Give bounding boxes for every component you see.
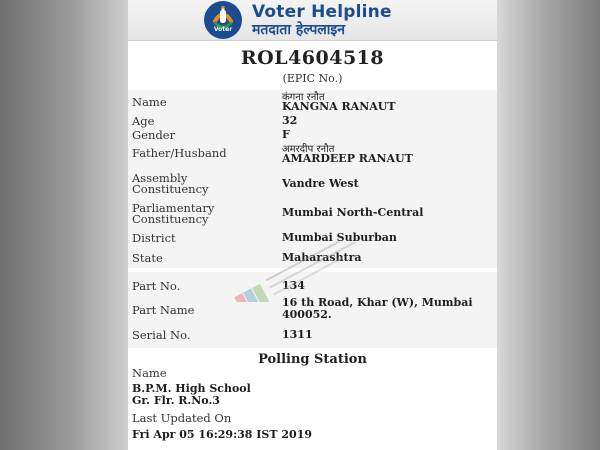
relation-label: Father/Husband bbox=[132, 146, 227, 160]
relation-value: AMARDEEP RANAUT bbox=[282, 152, 413, 165]
serial-label: Serial No. bbox=[132, 328, 191, 342]
name-hindi: कंगना रनौत bbox=[282, 92, 325, 103]
polling-name-line1: B.P.M. High School bbox=[132, 382, 251, 395]
ballot-finger-icon bbox=[204, 1, 242, 39]
relation-hindi: अमरदीप रनौत bbox=[282, 144, 335, 155]
age-label: Age bbox=[132, 114, 155, 128]
gender-label: Gender bbox=[132, 128, 176, 142]
logo-caption: Voter bbox=[213, 26, 233, 33]
district-label: District bbox=[132, 231, 176, 245]
epic-label: (EPIC No.) bbox=[282, 72, 343, 85]
background-left bbox=[0, 0, 128, 450]
part-name-label: Part Name bbox=[132, 303, 195, 317]
name-value: KANGNA RANAUT bbox=[282, 100, 396, 113]
parliamentary-label-line1: Parliamentary bbox=[132, 201, 215, 215]
assembly-label-line1: Assembly bbox=[132, 171, 188, 185]
state-value: Maharashtra bbox=[282, 251, 362, 264]
part-no-value: 134 bbox=[282, 279, 305, 292]
brand-title: Voter Helpline bbox=[252, 2, 392, 22]
last-updated-label: Last Updated On bbox=[132, 411, 232, 425]
name-label: Name bbox=[132, 95, 167, 109]
brand-title-hindi: मतदाता हेल्पलाइन bbox=[252, 22, 346, 38]
assembly-label-line2: Constituency bbox=[132, 182, 209, 196]
polling-station-title: Polling Station bbox=[258, 352, 367, 367]
polling-name-line2: Gr. Flr. R.No.3 bbox=[132, 394, 220, 407]
voter-helpline-logo bbox=[204, 1, 242, 39]
app-header bbox=[128, 0, 497, 41]
last-updated-value: Fri Apr 05 16:29:38 IST 2019 bbox=[132, 428, 313, 441]
parliamentary-value: Mumbai North-Central bbox=[282, 206, 424, 219]
epic-number: ROL4604518 bbox=[240, 47, 385, 69]
parliamentary-label-line2: Constituency bbox=[132, 212, 209, 226]
assembly-value: Vandre West bbox=[282, 177, 359, 190]
part-name-line2: 400052. bbox=[282, 308, 332, 321]
polling-name-label: Name bbox=[132, 366, 167, 380]
election-commission-watermark bbox=[224, 242, 374, 302]
serial-value: 1311 bbox=[282, 328, 313, 341]
state-label: State bbox=[132, 251, 163, 265]
voter-details-card bbox=[128, 0, 497, 450]
district-value: Mumbai Suburban bbox=[282, 231, 397, 244]
background-right bbox=[497, 0, 600, 450]
part-name-line1: 16 th Road, Khar (W), Mumbai bbox=[282, 296, 473, 309]
age-value: 32 bbox=[282, 114, 298, 127]
part-no-label: Part No. bbox=[132, 279, 181, 293]
gender-value: F bbox=[282, 128, 290, 141]
